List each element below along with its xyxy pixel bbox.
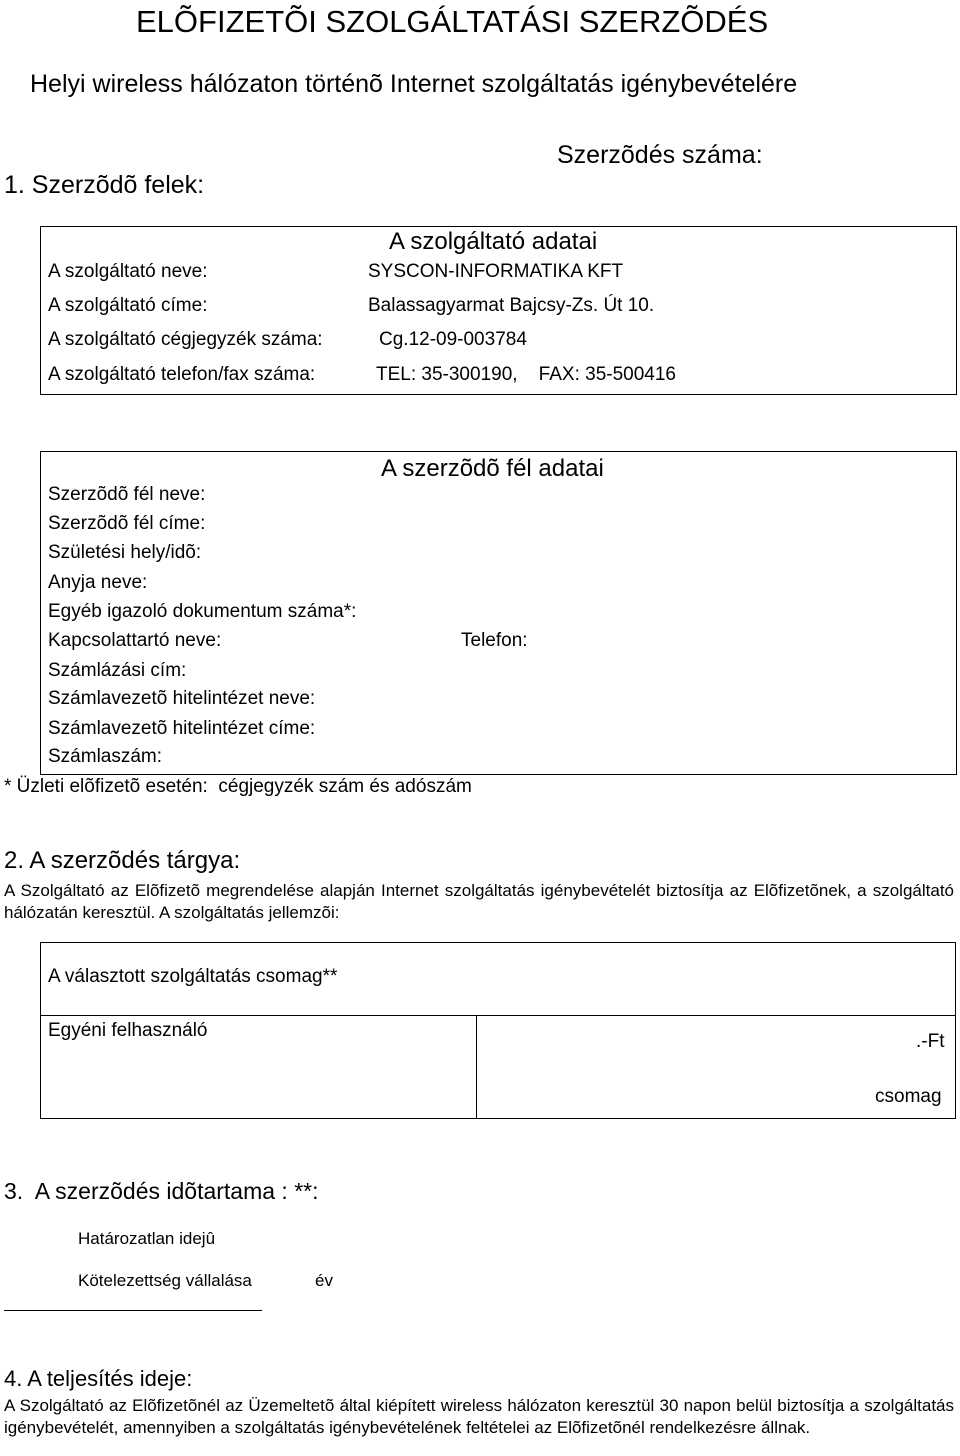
- document-title: ELÕFIZETÕI SZOLGÁLTATÁSI SZERZÕDÉS: [136, 4, 769, 39]
- party-billing-label: Számlázási cím:: [48, 660, 187, 681]
- party-heading: A szerzõdõ fél adatai: [381, 455, 604, 482]
- party-account-label: Számlaszám:: [48, 746, 163, 767]
- duration-commitment: Kötelezettség vállalása: [78, 1271, 252, 1290]
- package-unit: csomag: [875, 1086, 942, 1107]
- provider-registry-value: Cg.12-09-003784: [379, 329, 527, 350]
- party-mother-label: Anyja neve:: [48, 572, 148, 593]
- party-footnote: * Üzleti elõfizetõ esetén: cégjegyzék szám és adószám: [4, 776, 472, 797]
- provider-phone-label: A szolgáltató telefon/fax száma:: [48, 364, 316, 385]
- party-name-label: Szerzõdõ fél neve:: [48, 484, 206, 505]
- party-bank-name-label: Számlavezetõ hitelintézet neve:: [48, 688, 316, 709]
- provider-address-value: Balassagyarmat Bajcsy-Zs. Út 10.: [368, 295, 655, 316]
- commitment-underline: [4, 1310, 262, 1311]
- provider-address-label: A szolgáltató címe:: [48, 295, 208, 316]
- section4-heading: 4. A teljesítés ideje:: [4, 1366, 193, 1391]
- party-bank-address-label: Számlavezetõ hitelintézet címe:: [48, 718, 316, 739]
- provider-phone-value: TEL: 35-300190, FAX: 35-500416: [376, 364, 676, 385]
- party-address-label: Szerzõdõ fél címe:: [48, 513, 206, 534]
- provider-name-label: A szolgáltató neve:: [48, 261, 208, 282]
- package-heading: A választott szolgáltatás csomag**: [48, 966, 338, 987]
- section4-text: A Szolgáltató az Elõfizetõnél az Üzemeltetõ által kiépített wireless hálózaton keresztül 30 napon belül biztosítja a szolgáltatás igénybevételét, amennyiben a szolgáltatás igénybevételének feltételei az Elõfizetõnél rendelkezésre állnak.: [4, 1396, 954, 1437]
- provider-name-value: SYSCON-INFORMATIKA KFT: [368, 261, 624, 282]
- contract-number-label: Szerzõdés száma:: [557, 141, 763, 169]
- party-contact-label: Kapcsolattartó neve:: [48, 630, 222, 651]
- party-birth-label: Születési hely/idõ:: [48, 542, 202, 563]
- duration-indefinite: Határozatlan idejû: [78, 1229, 216, 1248]
- price-unit: .-Ft: [916, 1031, 945, 1052]
- section2-text: A Szolgáltató az Elõfizetõ megrendelése alapján Internet szolgáltatás igénybevételét biztosítja az Elõfizetõnek, a szolgáltató hálózatán keresztül. A szolgáltatás jellemzõi:: [4, 881, 954, 922]
- package-column-divider: [476, 1015, 477, 1119]
- document-subtitle: Helyi wireless hálózaton történõ Internet szolgáltatás igénybevételére: [30, 70, 798, 98]
- section3-heading: 3. A szerzõdés idõtartama : **:: [4, 1178, 319, 1204]
- duration-year-label: év: [315, 1271, 333, 1290]
- section2-heading: 2. A szerzõdés tárgya:: [4, 847, 241, 874]
- package-divider: [41, 1015, 955, 1016]
- party-phone-label: Telefon:: [461, 630, 528, 651]
- party-id-doc-label: Egyéb igazoló dokumentum száma*:: [48, 601, 357, 622]
- provider-registry-label: A szolgáltató cégjegyzék száma:: [48, 329, 323, 350]
- package-name: Egyéni felhasználó: [48, 1020, 208, 1041]
- section1-heading: 1. Szerzõdõ felek:: [4, 171, 205, 199]
- provider-heading: A szolgáltató adatai: [389, 228, 598, 255]
